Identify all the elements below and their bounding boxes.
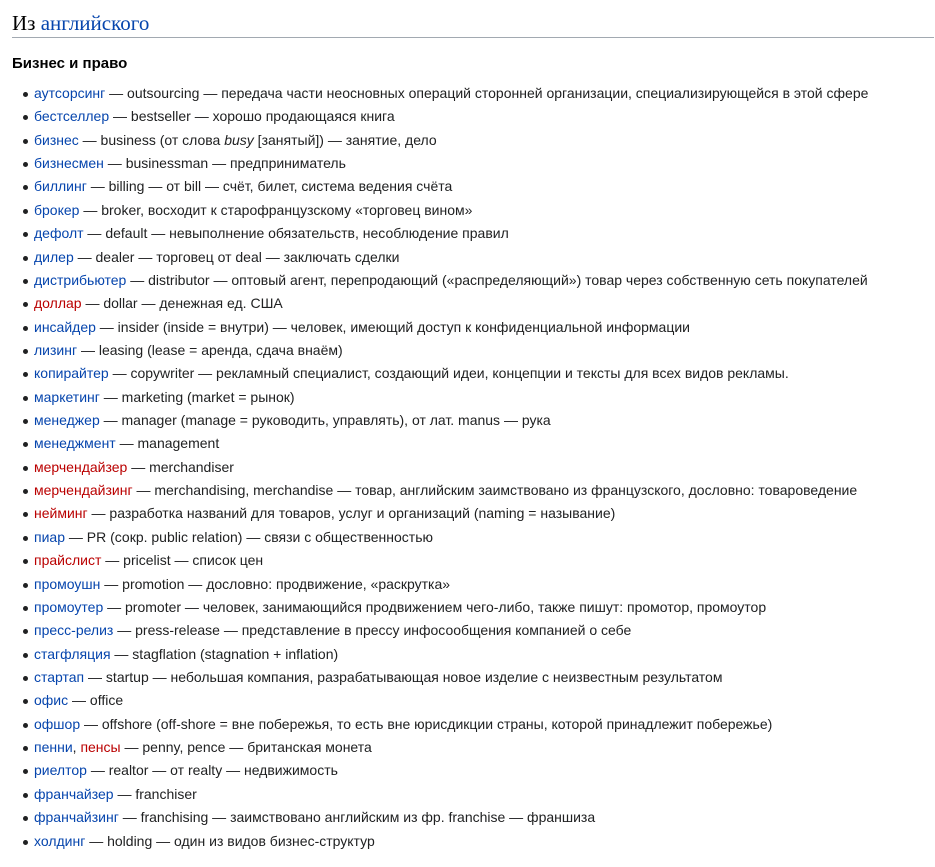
bullet-icon	[23, 699, 28, 704]
list-item	[12, 573, 923, 596]
list-item	[12, 339, 923, 362]
term-definition	[119, 809, 595, 825]
term-definition	[68, 692, 123, 708]
term-definition	[109, 365, 789, 381]
definition-part: — office	[68, 692, 124, 709]
list-item	[12, 152, 923, 175]
term-definition	[133, 482, 858, 498]
term-link[interactable]: пиар	[34, 528, 65, 545]
term-definition	[85, 833, 374, 849]
list-item	[12, 409, 923, 432]
list-item	[12, 456, 923, 479]
term-definition	[127, 459, 234, 475]
definition-part: — startup — небольшая компания, разрабатывающая новое изделие с неизвестным результатом	[84, 668, 723, 685]
term-link[interactable]: офшор	[34, 715, 81, 732]
term-link[interactable]: франчайзинг	[34, 809, 119, 826]
definition-part: [занятый]) — занятие, дело	[253, 131, 437, 148]
definition-part: — manager (manage = руководить, управлять), от лат. manus — рука	[99, 412, 551, 429]
section-heading-link[interactable]: английского	[40, 11, 150, 35]
definition-part: — разработка названий для товаров, услуг и организаций (naming = называние)	[87, 505, 616, 522]
term-definition	[121, 739, 372, 755]
bullet-icon	[23, 629, 28, 634]
list-item	[12, 689, 923, 712]
bullet-icon	[23, 793, 28, 798]
term-link[interactable]: риелтор	[34, 762, 87, 779]
term-definition	[104, 155, 346, 171]
term-link[interactable]: промоушн	[34, 575, 101, 592]
bullet-icon	[23, 209, 28, 214]
bullet-icon	[23, 769, 28, 774]
term-link[interactable]: копирайтер	[34, 365, 109, 382]
list-item	[12, 526, 923, 549]
term-definition	[96, 319, 690, 335]
list-item	[12, 830, 923, 853]
bullet-icon	[23, 512, 28, 517]
definition-italic: busy	[224, 131, 254, 148]
definition-part: — merchandiser	[127, 458, 234, 475]
term-link[interactable]: дистрибьютер	[34, 271, 127, 288]
definition-part: — holding — один из видов бизнес-структур	[85, 832, 375, 849]
definition-part: — promotion — дословно: продвижение, «раскрутка»	[100, 575, 451, 592]
term-definition	[100, 412, 551, 428]
definition-part: — billing — от bill — счёт, билет, система ведения счёта	[86, 178, 453, 195]
term-link[interactable]: аутсорсинг	[34, 85, 106, 101]
bullet-icon	[23, 279, 28, 284]
definition-part: — stagflation (stagnation + inflation)	[110, 645, 339, 662]
bullet-icon	[23, 92, 28, 97]
term-definition	[87, 762, 338, 778]
term-definition	[77, 342, 343, 358]
term-definition	[105, 85, 868, 101]
list-item	[12, 619, 923, 642]
list-item	[12, 479, 923, 502]
bullet-icon	[23, 162, 28, 167]
term-definition	[100, 576, 450, 592]
term-link[interactable]: мерчендайзер	[34, 458, 128, 475]
term-definition	[82, 295, 283, 311]
definition-part: — businessman — предприниматель	[103, 155, 346, 172]
term-link[interactable]: промоутер	[34, 598, 104, 615]
bullet-icon	[23, 606, 28, 611]
bullet-icon	[23, 466, 28, 471]
definition-part: — penny, pence — британская монета	[120, 739, 372, 756]
term-link[interactable]: бестселлер	[34, 108, 110, 125]
term-link[interactable]: франчайзер	[34, 785, 114, 802]
list-item	[12, 292, 923, 315]
bullet-icon	[23, 115, 28, 120]
bullet-icon	[23, 489, 28, 494]
list-item	[12, 362, 923, 385]
term-link[interactable]: дефолт	[34, 225, 84, 242]
list-item	[12, 269, 923, 292]
bullet-icon	[23, 256, 28, 261]
term-link[interactable]: офис	[34, 692, 69, 709]
list-item	[12, 502, 923, 525]
definition-part: — press-release — представление в прессу инфосообщения компанией о себе	[113, 622, 632, 639]
bullet-icon	[23, 302, 28, 307]
bullet-icon	[23, 816, 28, 821]
definition-part: — dollar — денежная ед. США	[81, 295, 283, 312]
term-definition	[114, 786, 197, 802]
term-separator: ,	[72, 739, 81, 756]
term-link[interactable]: нейминг	[34, 505, 88, 522]
list-item	[12, 432, 923, 455]
term-link[interactable]: стартап	[34, 668, 85, 685]
list-item	[12, 713, 923, 736]
term-link[interactable]: бизнесмен	[34, 155, 104, 172]
definition-part: — default — невыполнение обязательств, несоблюдение правил	[83, 225, 509, 242]
term-link[interactable]: холдинг	[34, 832, 86, 849]
bullet-icon	[23, 676, 28, 681]
section-heading	[12, 0, 935, 37]
term-list	[12, 82, 923, 853]
heading-divider	[12, 37, 934, 38]
bullet-icon	[23, 442, 28, 447]
term-definition	[111, 646, 339, 662]
list-item	[12, 596, 923, 619]
definition-part: — management	[115, 435, 220, 452]
list-item	[12, 199, 923, 222]
term-link[interactable]: стагфляция	[34, 645, 111, 662]
definition-part: — copywriter — рекламный специалист, создающий идеи, концепции и тексты для всех видов рекламы.	[108, 365, 789, 382]
list-item	[12, 246, 923, 269]
definition-part: — merchandising, merchandise — товар, английским заимствовано из французского, дословно: товароведение	[132, 482, 858, 499]
definition-part: — broker, восходит к старофранцузскому «торговец вином»	[79, 201, 473, 218]
bullet-icon	[23, 349, 28, 354]
term-definition	[80, 716, 772, 732]
bullet-icon	[23, 326, 28, 331]
list-item	[12, 736, 923, 759]
definition-part: — franchiser	[113, 785, 197, 802]
term-link[interactable]: дилер	[34, 248, 74, 265]
definition-part: — dealer — торговец от deal — заключать сделки	[73, 248, 400, 265]
term-definition	[113, 622, 631, 638]
definition-part: — distributor — оптовый агент, перепродающий («распределяющий») товар через собственную сеть покупателей	[126, 271, 868, 288]
term-link[interactable]: инсайдер	[34, 318, 96, 335]
list-item	[12, 759, 923, 782]
definition-part: — promoter — человек, занимающийся продвижением чего-либо, также пишут: промотор, промоутор	[103, 598, 767, 615]
bullet-icon	[23, 840, 28, 845]
bullet-icon	[23, 559, 28, 564]
term-definition	[74, 249, 400, 265]
term-definition	[100, 389, 295, 405]
bullet-icon	[23, 419, 28, 424]
list-item	[12, 643, 923, 666]
definition-part: — PR (сокр. public relation) — связи с общественностью	[64, 528, 433, 545]
term-definition	[101, 552, 263, 568]
term-definition	[109, 108, 395, 124]
term-definition	[87, 178, 452, 194]
subsection-heading: Бизнес и право	[12, 55, 128, 72]
definition-part: — franchising — заимствовано английским из фр. franchise — франшиза	[118, 809, 596, 826]
list-item	[12, 386, 923, 409]
term-definition	[88, 505, 616, 521]
definition-part: — outsourcing — передача части неосновных операций сторонней организации, специализирующейся в этой сфере	[105, 85, 869, 101]
definition-part: — insider (inside = внутри) — человек, имеющий доступ к конфиденциальной информации	[95, 318, 690, 335]
term-definition	[79, 202, 472, 218]
term-link[interactable]: прайслист	[34, 552, 102, 569]
list-item	[12, 222, 923, 245]
term-link[interactable]: пенсы	[80, 739, 121, 756]
bullet-icon	[23, 396, 28, 401]
term-link[interactable]: мерчендайзинг	[34, 482, 133, 499]
term-link[interactable]: пенни	[34, 739, 73, 756]
term-link[interactable]: пресс-релиз	[34, 622, 114, 639]
definition-part: — business (от слова	[78, 131, 225, 148]
term-link[interactable]: лизинг	[34, 341, 78, 358]
bullet-icon	[23, 185, 28, 190]
list-item	[12, 806, 923, 829]
bullet-icon	[23, 232, 28, 237]
bullet-icon	[23, 583, 28, 588]
term-link[interactable]: брокер	[34, 201, 80, 218]
bullet-icon	[23, 653, 28, 658]
list-item	[12, 666, 923, 689]
bullet-icon	[23, 536, 28, 541]
term-link[interactable]: доллар	[34, 295, 82, 312]
list-item	[12, 82, 923, 105]
definition-part: — realtor — от realty — недвижимость	[86, 762, 338, 779]
definition-part: — pricelist — список цен	[101, 552, 264, 569]
term-link[interactable]: менеджер	[34, 412, 100, 429]
bullet-icon	[23, 139, 28, 144]
list-item	[12, 783, 923, 806]
term-definition	[65, 529, 433, 545]
definition-part: — bestseller — хорошо продающаяся книга	[109, 108, 395, 125]
list-item	[12, 316, 923, 339]
term-definition	[84, 225, 509, 241]
list-item	[12, 175, 923, 198]
term-definition	[79, 132, 437, 148]
term-definition	[116, 435, 220, 451]
section-heading-prefix: Из	[12, 11, 36, 35]
definition-part: — marketing (market = рынок)	[99, 388, 295, 405]
bullet-icon	[23, 746, 28, 751]
bullet-icon	[23, 372, 28, 377]
list-item	[12, 129, 923, 152]
term-link[interactable]: маркетинг	[34, 388, 100, 405]
term-definition	[84, 669, 722, 685]
term-definition	[126, 272, 867, 288]
list-item	[12, 105, 923, 128]
term-link[interactable]: менеджмент	[34, 435, 116, 452]
term-link[interactable]: бизнес	[34, 131, 79, 148]
definition-part: — offshore (off-shore = вне побережья, то есть вне юрисдикции страны, которой принадлежит побережье)	[80, 715, 773, 732]
term-link[interactable]: биллинг	[34, 178, 87, 195]
definition-part: — leasing (lease = аренда, сдача внаём)	[77, 341, 343, 358]
list-item	[12, 549, 923, 572]
article-section	[12, 0, 935, 849]
term-definition	[103, 599, 766, 615]
bullet-icon	[23, 723, 28, 728]
